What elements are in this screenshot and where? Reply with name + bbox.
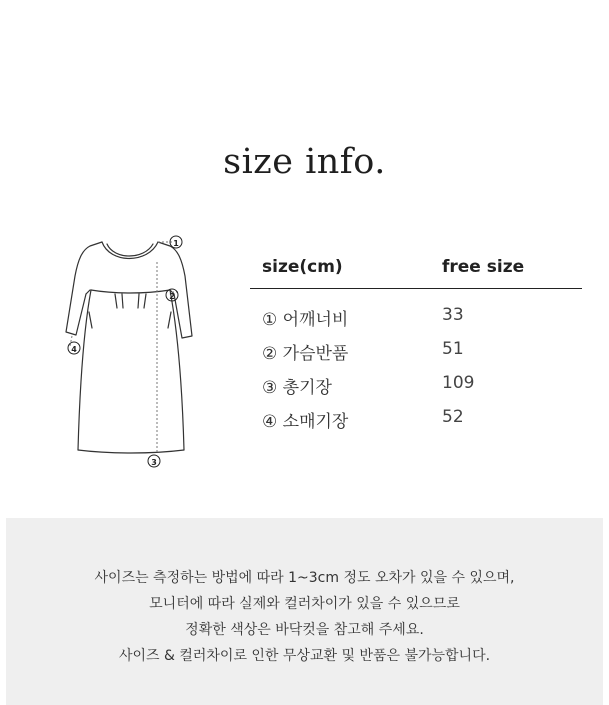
notice-line: 사이즈는 측정하는 방법에 따라 1~3cm 정도 오차가 있을 수 있으며, (94, 570, 515, 586)
size-table (250, 252, 582, 435)
table-row (250, 401, 582, 435)
table-row (250, 333, 582, 367)
table-row (250, 299, 582, 333)
row-value: 51 (442, 339, 464, 359)
marker-3: 3 (151, 458, 157, 467)
notice-line: 사이즈 & 컬러차이로 인한 무상교환 및 반품은 불가능합니다. (118, 648, 491, 664)
notice-line: 모니터에 따라 실제와 컬러차이가 있을 수 있으므로 (149, 596, 460, 612)
row-label: ② 가슴반품 (262, 344, 349, 364)
row-value: 109 (442, 373, 475, 393)
size-table-header (250, 252, 582, 289)
header-value: free size (442, 257, 525, 277)
marker-1: 1 (173, 239, 179, 248)
marker-4: 4 (71, 345, 77, 354)
page-title: size info. (223, 142, 386, 182)
row-value: 33 (442, 305, 464, 325)
row-label: ④ 소매기장 (262, 412, 349, 432)
row-value: 52 (442, 407, 464, 427)
row-label: ① 어깨너비 (262, 310, 349, 330)
row-label: ③ 총기장 (262, 378, 332, 398)
table-row (250, 367, 582, 401)
marker-2: 2 (169, 292, 175, 301)
size-notice-box (6, 518, 603, 705)
header-size: size(cm) (262, 257, 343, 277)
dress-diagram (60, 228, 200, 473)
notice-line: 정확한 색상은 바닥컷을 참고해 주세요. (185, 622, 424, 638)
